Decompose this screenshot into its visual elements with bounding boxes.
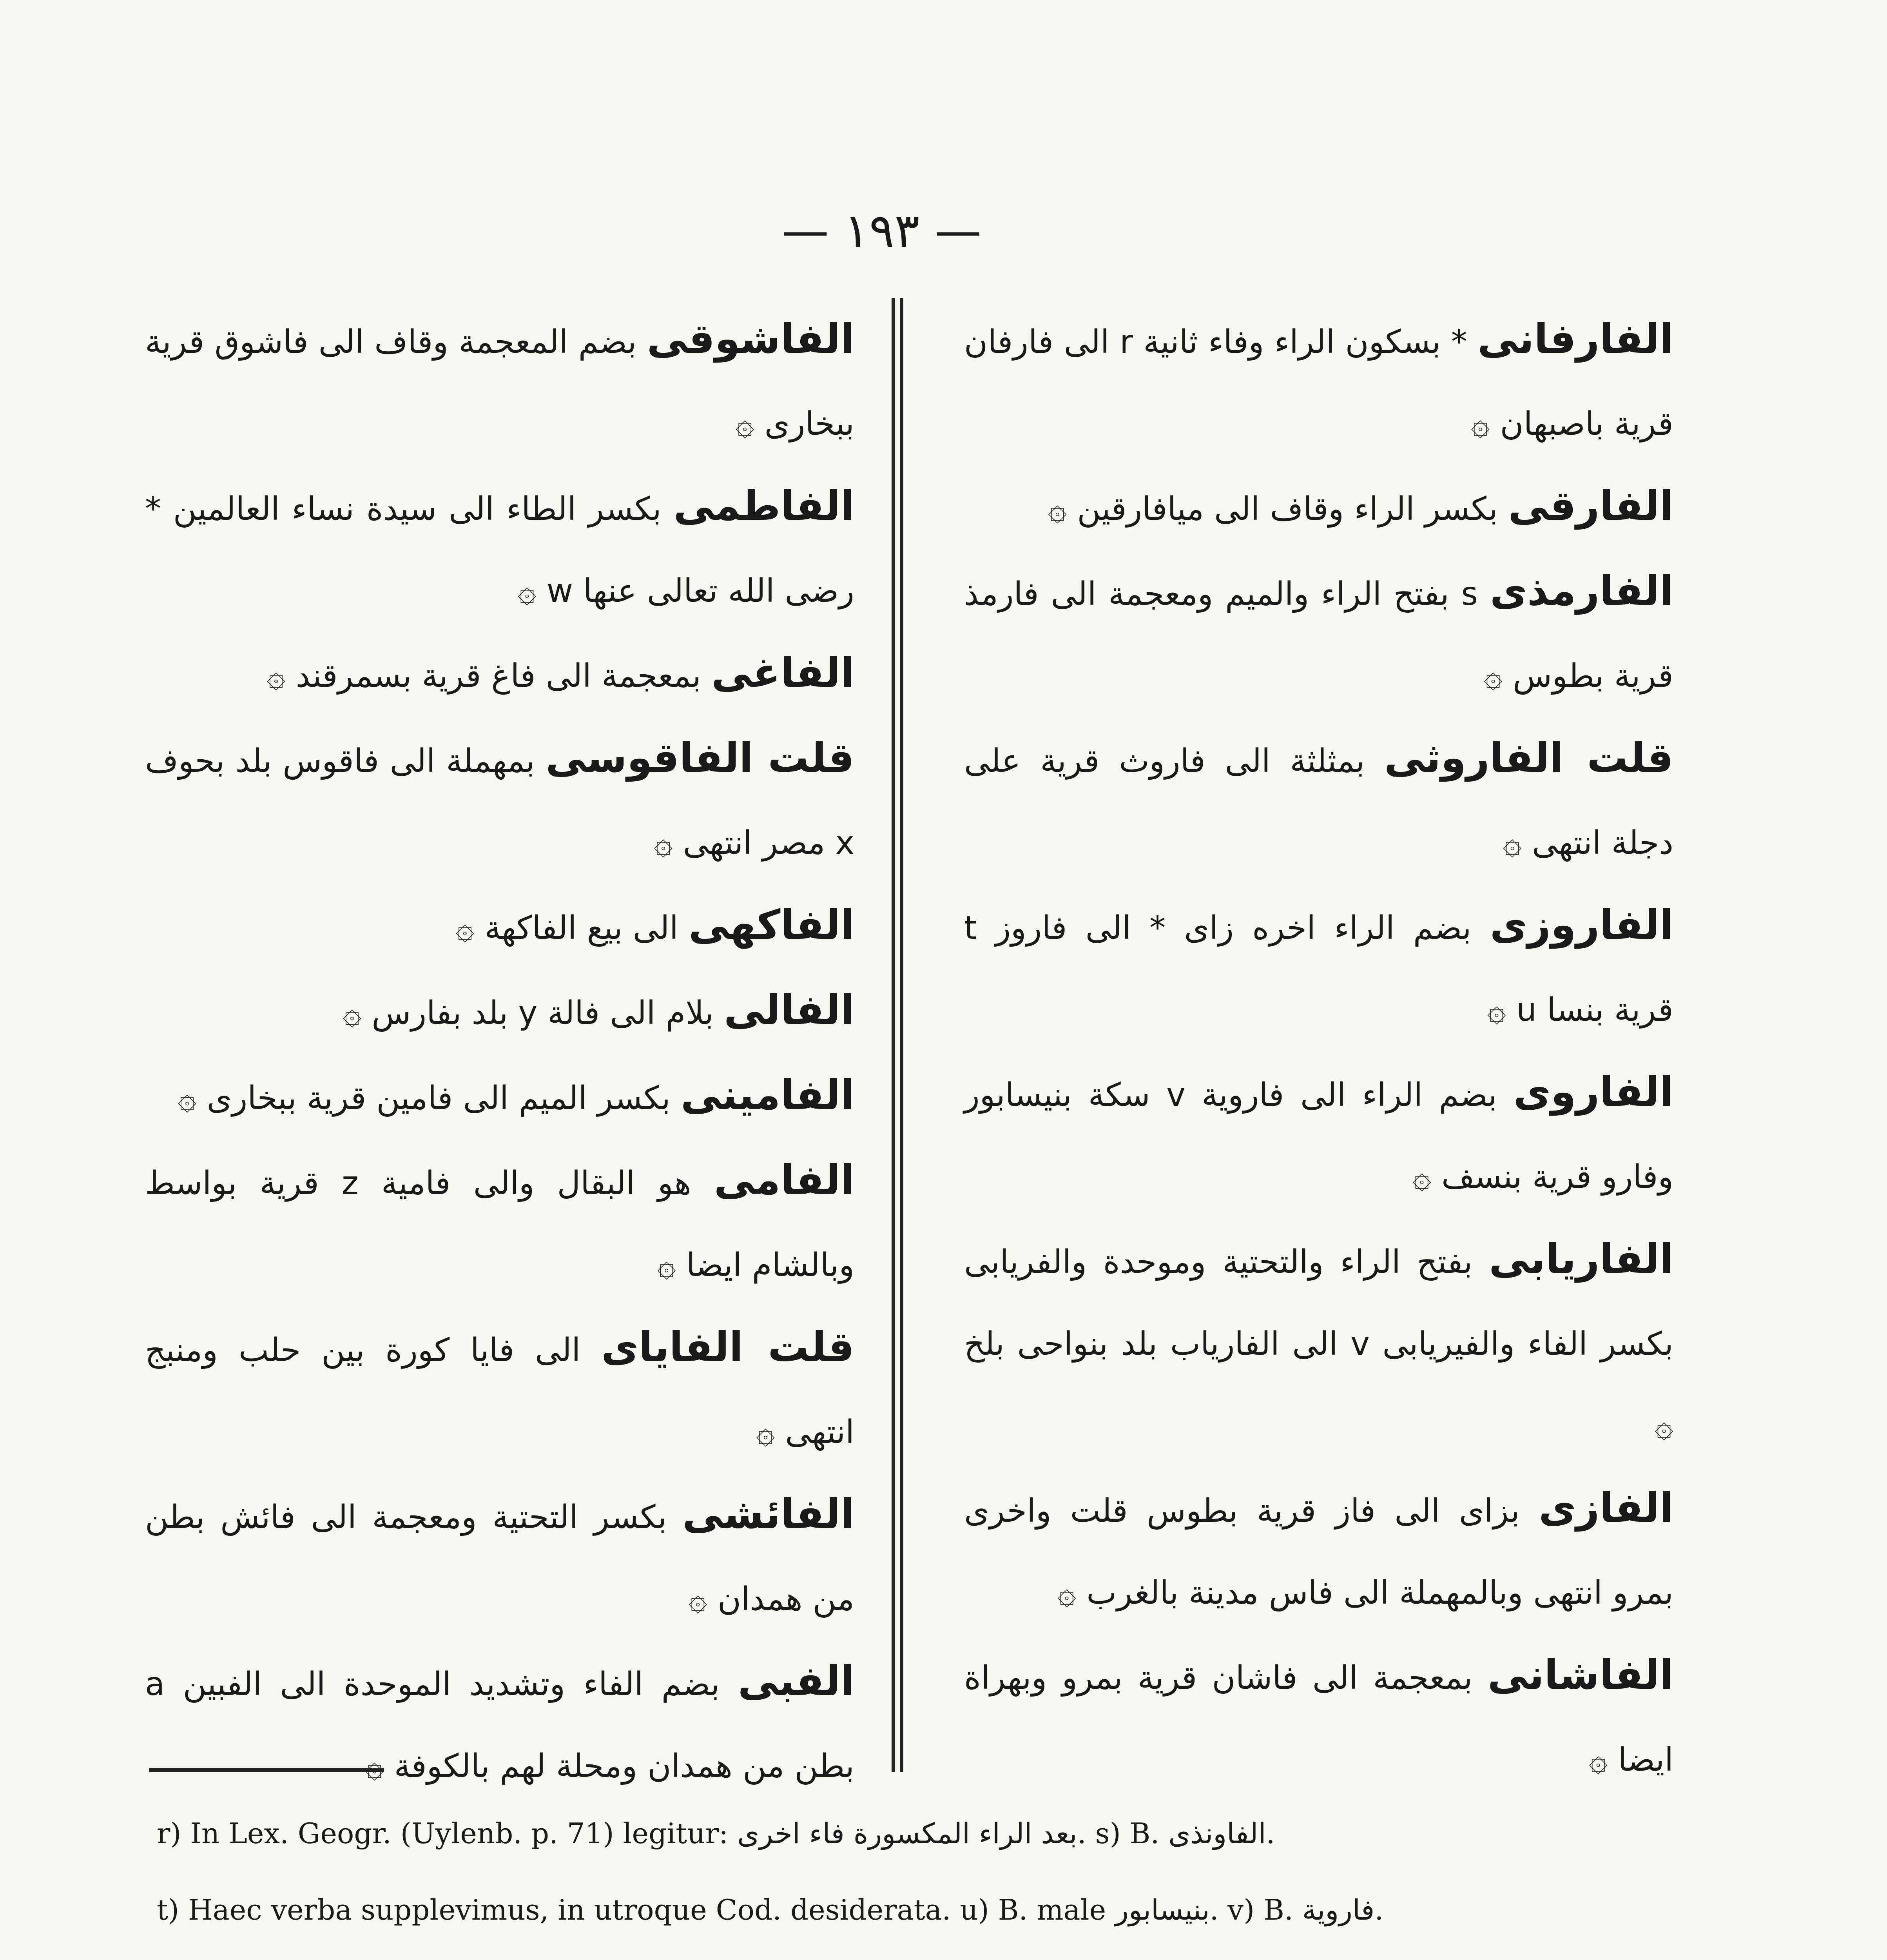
footnote-arabic: بعد الراء المكسورة فاء اخرى [737,1817,1077,1850]
two-column-text [145,298,1673,1785]
dictionary-entry [145,1306,854,1473]
entry-headword: الفاروى [1513,1068,1673,1116]
entry-text: بمثلثة الى فاروث قرية على دجلة انتهى ۞ [964,742,1673,862]
dictionary-entry [145,1640,854,1807]
entry-headword: قلت الفاقوسى [546,734,854,782]
entry-headword: الفاشانى [1487,1651,1673,1699]
entry-headword: الفالى [724,986,854,1034]
dictionary-entry [964,465,1673,550]
footnote-text: . v) B. [1209,1893,1302,1926]
dictionary-entry [145,632,854,717]
entry-text: بمعجمة الى فاغ قرية بسمرقند ۞ [266,657,712,695]
footnote-line [157,1948,1646,1960]
entry-text: بلام الى فالة y بلد بفارس ۞ [343,995,724,1032]
entry-text: الى بيع الفاكهة ۞ [455,909,689,947]
entry-headword: الفارقى [1508,482,1673,530]
entry-text: بكسر التحتية ومعجمة الى فائش بطن من همدان ۞ [145,1499,854,1618]
entry-headword: الفاكهى [689,901,854,949]
dictionary-entry [964,298,1673,465]
entry-headword: الفارفانى [1477,315,1673,363]
entry-text: بكسر الراء وقاف الى ميافارقين ۞ [1048,490,1508,528]
dictionary-entry [964,717,1673,884]
footnote-arabic: الفاونذى [1168,1817,1266,1850]
dictionary-entry [964,884,1673,1051]
dictionary-entry [145,1139,854,1306]
dictionary-entry [145,717,854,884]
footnote-line [157,1795,1646,1872]
footnote-line [157,1872,1646,1948]
entry-headword: الفبى [738,1657,854,1705]
entry-headword: الفازى [1539,1484,1673,1532]
dictionary-entry [964,1051,1673,1218]
entry-headword: قلت الفاروثى [1384,734,1673,782]
entry-text: بكسر الميم الى فامين قرية ببخارى ۞ [178,1080,681,1117]
entry-text: بضم الراء الى فاروية v سكة بنيسابور وفارو قرية بنسف ۞ [964,1076,1673,1196]
entry-text: هو البقال والى فامية z قرية بواسط وبالشام ايضا ۞ [145,1165,854,1284]
entry-text: s بفتح الراء والميم ومعجمة الى فارمذ قرية بطوس ۞ [964,575,1673,695]
entry-text: بمعجمة الى فاشان قرية بمرو وبهراة ايضا ۞ [964,1659,1673,1779]
entry-text: بمهملة الى فاقوس بلد بحوف x مصر انتهى ۞ [145,742,854,862]
entry-headword: الفارمذى [1490,567,1673,615]
entry-text: بفتح الراء والتحتية وموحدة والفريابى بكسر الفاء والفيريابى v الى الفارياب بلد بنواحى بلخ ۞ [964,1243,1673,1445]
entry-headword: الفاغى [711,649,854,697]
entry-text: بضم الفاء وتشديد الموحدة الى الفبين a بطن من همدان ومحلة لهم بالكوفة ۞ [145,1666,854,1785]
footnote-text: r) In Lex. Geogr. (Uylenb. p. 71) legitur: [157,1817,738,1850]
entry-headword: قلت الفاياى [601,1323,854,1371]
entry-headword: الفاشوقى [647,315,854,363]
dictionary-entry [145,1473,854,1640]
footnote-text: t) Haec verba supplevimus, in utroque Cod. desiderata. u) B. male [157,1893,1115,1926]
dictionary-entry [145,969,854,1054]
entry-text: الى فايا كورة بين حلب ومنبج انتهى ۞ [145,1332,854,1451]
entry-text: بكسر الطاء الى سيدة نساء العالمين * رضى الله تعالى عنها w ۞ [145,490,854,610]
entry-text: * بسكون الراء وفاء ثانية r الى فارفان قرية باصبهان ۞ [964,323,1673,443]
entry-text: بضم المعجمة وقاف الى فاشوق قرية ببخارى ۞ [145,323,854,443]
footnote-text: . [1374,1893,1384,1926]
entry-headword: الفامى [714,1156,854,1204]
dictionary-entry [964,550,1673,717]
dictionary-entry [145,884,854,969]
footnote-arabic: بنيسابور [1115,1893,1210,1926]
page-number: — ١٩٣ — [782,204,982,258]
footnotes [157,1795,1646,1960]
column-divider [892,298,903,1772]
left-column [145,298,854,1785]
entry-headword: الفامينى [680,1071,854,1119]
dictionary-entry [145,298,854,465]
dictionary-entry [964,1218,1673,1467]
entry-headword: الفائشى [682,1490,854,1538]
entry-text: بضم الراء اخره زاى * الى فاروز t قرية بنسا u ۞ [964,909,1673,1029]
entry-headword: الفاروزى [1490,901,1673,949]
dictionary-entry [145,465,854,632]
footnote-arabic: فاروية [1302,1893,1375,1926]
footnote-text: . [1266,1817,1275,1850]
dictionary-entry [964,1467,1673,1634]
dictionary-entry [964,1634,1673,1801]
footnote-rule [149,1768,384,1772]
entry-headword: الفاطمى [673,482,854,530]
dictionary-entry [145,1054,854,1139]
right-column [964,298,1673,1779]
entry-text: بزاى الى فاز قرية بطوس قلت واخرى بمرو انتهى وبالمهملة الى فاس مدينة بالغرب ۞ [964,1492,1673,1612]
footnote-text: . s) B. [1077,1817,1169,1850]
entry-headword: الفاريابى [1489,1235,1673,1283]
